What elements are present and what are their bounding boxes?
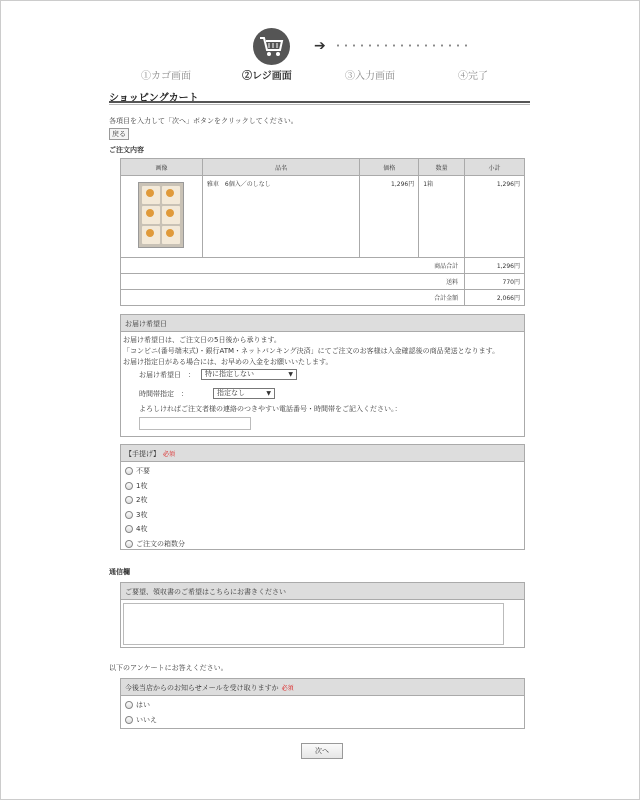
delivery-date-select[interactable] bbox=[201, 369, 297, 380]
tesage-option[interactable] bbox=[121, 537, 524, 552]
tesage-option[interactable] bbox=[121, 479, 524, 494]
radio-button[interactable] bbox=[125, 482, 133, 490]
option-label: はい bbox=[136, 701, 150, 710]
tesage-option[interactable] bbox=[121, 493, 524, 508]
message-box bbox=[120, 582, 525, 648]
summary-value: 770円 bbox=[465, 274, 525, 290]
title-divider bbox=[109, 101, 530, 105]
option-label: 4枚 bbox=[136, 525, 148, 534]
summary-value: 1,296円 bbox=[465, 258, 525, 274]
tesage-option[interactable] bbox=[121, 464, 524, 479]
option-label: ご注文の箱数分 bbox=[136, 539, 185, 548]
step-register: ②レジ画面 bbox=[242, 71, 292, 82]
phone-note: よろしければご注文者様の連絡のつきやすい電話番号・時間帯をご記入ください。： bbox=[139, 405, 402, 413]
message-section-label: 通信欄 bbox=[109, 568, 130, 576]
dropdown-arrow-icon: ▼ bbox=[266, 390, 271, 397]
message-textarea[interactable] bbox=[123, 603, 504, 645]
header-name: 品名 bbox=[202, 159, 359, 176]
option-label: 2枚 bbox=[136, 496, 148, 505]
delivery-time-select[interactable] bbox=[213, 388, 275, 399]
tesage-title: 【手提げ】 bbox=[125, 450, 160, 458]
page-title: ショッピングカート bbox=[109, 93, 199, 104]
radio-button[interactable] bbox=[125, 467, 133, 475]
product-image[interactable] bbox=[138, 182, 184, 248]
summary-label: 商品合計 bbox=[121, 258, 465, 274]
survey-box bbox=[120, 678, 525, 729]
radio-button[interactable] bbox=[125, 716, 133, 724]
header-price: 価格 bbox=[360, 159, 419, 176]
product-subtotal: 1,296円 bbox=[465, 176, 525, 258]
survey-option[interactable] bbox=[121, 713, 524, 728]
step-arrow-icon: ➔ bbox=[314, 38, 326, 54]
survey-question: 今後当店からのお知らせメールを受け取りますか bbox=[125, 684, 279, 692]
required-badge: 必須 bbox=[163, 451, 176, 458]
step-cart: ①カゴ画面 bbox=[141, 71, 191, 82]
summary-value: 2,066円 bbox=[465, 290, 525, 306]
cart-icon bbox=[259, 35, 284, 58]
delivery-note: お届け希望日は、ご注文日の5日後から承ります。 bbox=[123, 336, 281, 344]
tesage-header bbox=[121, 445, 524, 462]
option-label: 不要 bbox=[136, 467, 150, 476]
survey-section-label: 以下のアンケートにお答えください。 bbox=[109, 664, 228, 672]
product-price: 1,296円 bbox=[360, 176, 419, 258]
summary-row bbox=[121, 274, 525, 290]
tesage-box bbox=[120, 444, 525, 550]
tesage-option[interactable] bbox=[121, 522, 524, 537]
header-qty: 数量 bbox=[419, 159, 465, 176]
option-label: いいえ bbox=[136, 715, 157, 724]
cart-step-icon bbox=[253, 28, 290, 65]
summary-row bbox=[121, 290, 525, 306]
summary-label: 合計金額 bbox=[121, 290, 465, 306]
product-qty: 1箱 bbox=[419, 176, 465, 258]
step-complete: ④完了 bbox=[458, 71, 488, 82]
product-image-cell bbox=[121, 176, 203, 258]
radio-button[interactable] bbox=[125, 525, 133, 533]
back-button[interactable]: 戻る bbox=[109, 128, 129, 140]
survey-header bbox=[121, 679, 524, 696]
instruction-text: 各項目を入力して「次へ」ボタンをクリックしてください。 bbox=[109, 117, 298, 125]
delivery-time-label: 時間帯指定 ： bbox=[139, 390, 188, 398]
order-table bbox=[120, 158, 525, 306]
header-subtotal: 小計 bbox=[465, 159, 525, 176]
phone-input[interactable] bbox=[139, 417, 251, 430]
option-label: 3枚 bbox=[136, 510, 148, 519]
delivery-box bbox=[120, 314, 525, 437]
step-dots bbox=[334, 44, 472, 47]
header-image: 画像 bbox=[121, 159, 203, 176]
radio-button[interactable] bbox=[125, 540, 133, 548]
step-input: ③入力画面 bbox=[345, 71, 395, 82]
order-header-row bbox=[121, 159, 525, 176]
next-button[interactable]: 次へ bbox=[301, 743, 343, 759]
summary-label: 送料 bbox=[121, 274, 465, 290]
option-label: 1枚 bbox=[136, 481, 148, 490]
table-row bbox=[121, 176, 525, 258]
dropdown-arrow-icon: ▼ bbox=[288, 371, 293, 378]
delivery-date-value: 特に指定しない bbox=[205, 370, 254, 378]
required-badge: 必須 bbox=[281, 685, 294, 692]
message-header: ご要望、領収書のご希望はこちらにお書きください bbox=[121, 583, 524, 600]
tesage-option[interactable] bbox=[121, 508, 524, 523]
delivery-header: お届け希望日 bbox=[121, 315, 524, 332]
delivery-note: お届け指定日がある場合には、お早めの入金をお願いいたします。 bbox=[123, 358, 333, 366]
survey-option[interactable] bbox=[121, 698, 524, 713]
summary-row bbox=[121, 258, 525, 274]
radio-button[interactable] bbox=[125, 511, 133, 519]
delivery-time-value: 指定なし bbox=[217, 389, 245, 397]
product-name: 雅車 6個入／のしなし bbox=[202, 176, 359, 258]
order-section-label: ご注文内容 bbox=[109, 146, 144, 154]
delivery-date-label: お届け希望日 ： bbox=[139, 371, 195, 379]
delivery-note: 「コンビニ(番号端末式)・銀行ATM・ネットバンキング決済」にてご注文のお客様は入金確認後の商品発送となります。 bbox=[123, 347, 500, 355]
radio-button[interactable] bbox=[125, 701, 133, 709]
radio-button[interactable] bbox=[125, 496, 133, 504]
